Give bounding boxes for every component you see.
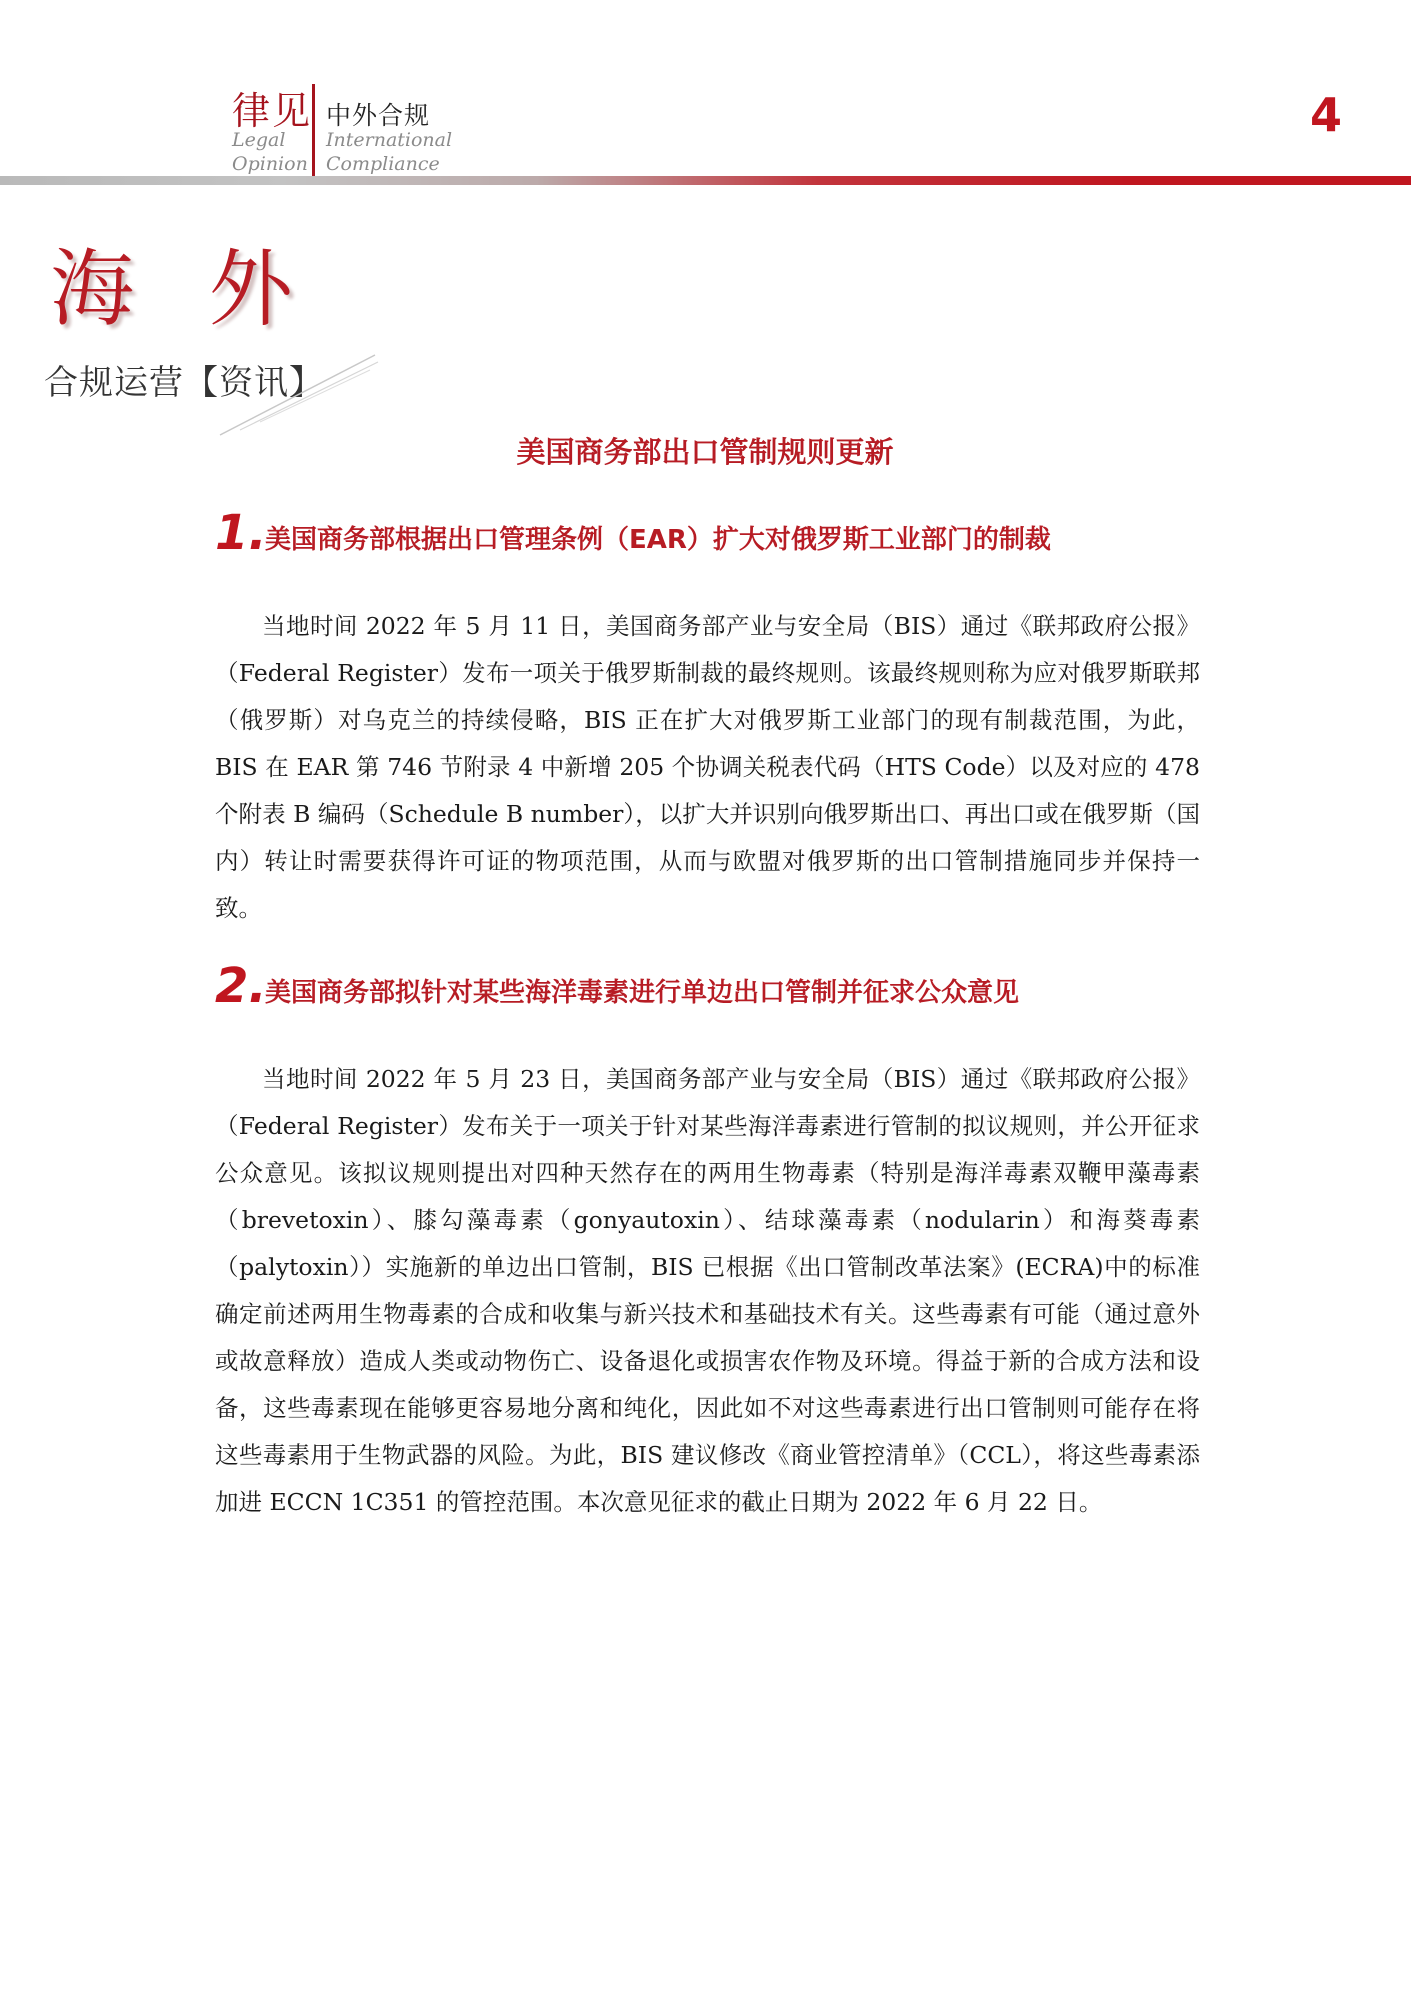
article-title: 美国商务部出口管制规则更新 [516,435,894,469]
brand-cn: 中外合规 [326,101,431,130]
item-number: 1. [215,505,267,561]
header-rule [0,176,1411,185]
item-number: 2. [215,958,267,1014]
logo-cn: 律见 [232,89,313,133]
brand-en-line1: International [326,129,453,151]
logo-en [232,128,308,176]
item-heading-text: 美国商务部拟针对某些海洋毒素进行单边出口管制并征求公众意见 [265,978,1020,1008]
item-paragraph-1: 当地时间 2022 年 5 月 11 日，美国商务部产业与安全局（BIS）通过《联邦政府公报》（Federal Register）发布一项关于俄罗斯制裁的最终规则。该最终规则称为应对俄罗斯联邦（俄罗斯）对乌克兰的持续侵略，BIS 正在扩大对俄罗斯工业部门的现有制裁范围，为此，BIS 在 EAR 第 746 节附录 4 中新增 205 个协调关税表代码（HTS Code）以及对应的 478 个附表 B 编码（Schedule B number），以扩大并识别向俄罗斯出口、再出口或在俄罗斯（国内）转让时需要获得许可证的物项范围，从而与欧盟对俄罗斯的出口管制措施同步并保持一致。 [215,612,1200,922]
logo-divider [312,84,315,176]
brand-en [326,128,452,176]
decorative-lines [210,350,380,440]
logo-en-line1: Legal [232,129,286,151]
item-heading-text: 美国商务部根据出口管理条例（EAR）扩大对俄罗斯工业部门的制裁 [265,525,1051,555]
page-number: 4 [1309,88,1342,142]
section-subtitle: 合规运营【资讯】 [44,363,324,403]
logo-en-line2: Opinion [232,153,308,175]
page-header [0,0,1411,190]
section-title: 海 外 [50,240,317,338]
item-heading-2 [215,958,1215,1018]
item-paragraph-2: 当地时间 2022 年 5 月 23 日，美国商务部产业与安全局（BIS）通过《联邦政府公报》（Federal Register）发布关于一项关于针对某些海洋毒素进行管制的拟议规则，并公开征求公众意见。该拟议规则提出对四种天然存在的两用生物毒素（特别是海洋毒素双鞭甲藻毒素（brevetoxin）、膝勾藻毒素（gonyautoxin）、结球藻毒素（nodularin）和海葵毒素（palytoxin））实施新的单边出口管制，BIS 已根据《出口管制改革法案》(ECRA)中的标准确定前述两用生物毒素的合成和收集与新兴技术和基础技术有关。这些毒素有可能（通过意外或故意释放）造成人类或动物伤亡、设备退化或损害农作物及环境。得益于新的合成方法和设备，这些毒素现在能够更容易地分离和纯化，因此如不对这些毒素进行出口管制则可能存在将这些毒素用于生物武器的风险。为此，BIS 建议修改《商业管控清单》（CCL），将这些毒素添加进 ECCN 1C351 的管控范围。本次意见征求的截止日期为 2022 年 6 月 22 日。 [215,1065,1200,1516]
brand-en-line2: Compliance [326,153,440,175]
item-heading-1 [215,505,1215,565]
